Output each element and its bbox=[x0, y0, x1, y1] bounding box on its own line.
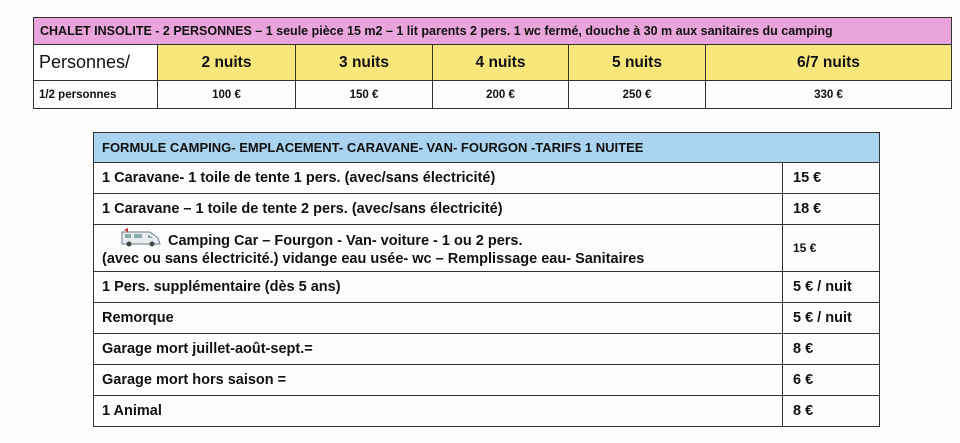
table-row bbox=[94, 303, 880, 334]
table-row bbox=[94, 163, 880, 194]
row-price: 5 € / nuit bbox=[783, 303, 880, 334]
price-cell: 250 € bbox=[569, 81, 706, 109]
table-row bbox=[94, 225, 880, 272]
column-header: 2 nuits bbox=[158, 45, 296, 81]
column-header: 4 nuits bbox=[433, 45, 569, 81]
row-price: 5 € / nuit bbox=[783, 272, 880, 303]
row-label-detail: (avec ou sans électricité.) vidange eau usée- wc – Remplissage eau- Sanitaires bbox=[102, 251, 645, 267]
column-header: 6/7 nuits bbox=[706, 45, 952, 81]
row-label: Camping Car – Fourgon - Van- voiture - 1 ou 2 pers. bbox=[168, 233, 523, 249]
table-row bbox=[94, 334, 880, 365]
table-row bbox=[94, 272, 880, 303]
header-label: Personnes/ bbox=[34, 45, 158, 81]
price-cell: 100 € bbox=[158, 81, 296, 109]
row-label: 1/2 personnes bbox=[34, 81, 158, 109]
row-label: 1 Animal bbox=[94, 396, 783, 427]
row-price: 8 € bbox=[783, 334, 880, 365]
row-label: 1 Caravane – 1 toile de tente 2 pers. (avec/sans électricité) bbox=[94, 194, 783, 225]
price-cell: 200 € bbox=[433, 81, 569, 109]
chalet-price-table bbox=[33, 17, 952, 109]
camping-car-icon bbox=[120, 228, 164, 248]
price-cell: 150 € bbox=[296, 81, 433, 109]
table-row bbox=[94, 365, 880, 396]
row-label: 1 Caravane- 1 toile de tente 1 pers. (avec/sans électricité) bbox=[94, 163, 783, 194]
camping-title: FORMULE CAMPING- EMPLACEMENT- CARAVANE- VAN- FOURGON -TARIFS 1 NUITEE bbox=[94, 133, 880, 163]
row-label: Remorque bbox=[94, 303, 783, 334]
row-price: 15 € bbox=[783, 225, 880, 272]
row-label: 1 Pers. supplémentaire (dès 5 ans) bbox=[94, 272, 783, 303]
row-label: Garage mort juillet-août-sept.= bbox=[94, 334, 783, 365]
table-row bbox=[94, 194, 880, 225]
row-price: 6 € bbox=[783, 365, 880, 396]
price-cell: 330 € bbox=[706, 81, 952, 109]
table-row bbox=[94, 396, 880, 427]
row-price: 8 € bbox=[783, 396, 880, 427]
row-price: 18 € bbox=[783, 194, 880, 225]
row-price: 15 € bbox=[783, 163, 880, 194]
camping-price-table bbox=[93, 132, 880, 427]
column-header: 5 nuits bbox=[569, 45, 706, 81]
column-header: 3 nuits bbox=[296, 45, 433, 81]
chalet-title: CHALET INSOLITE - 2 PERSONNES – 1 seule pièce 15 m2 – 1 lit parents 2 pers. 1 wc fermé, douche à 30 m aux sanitaires du camping bbox=[34, 18, 952, 45]
row-label: Garage mort hors saison = bbox=[94, 365, 783, 396]
